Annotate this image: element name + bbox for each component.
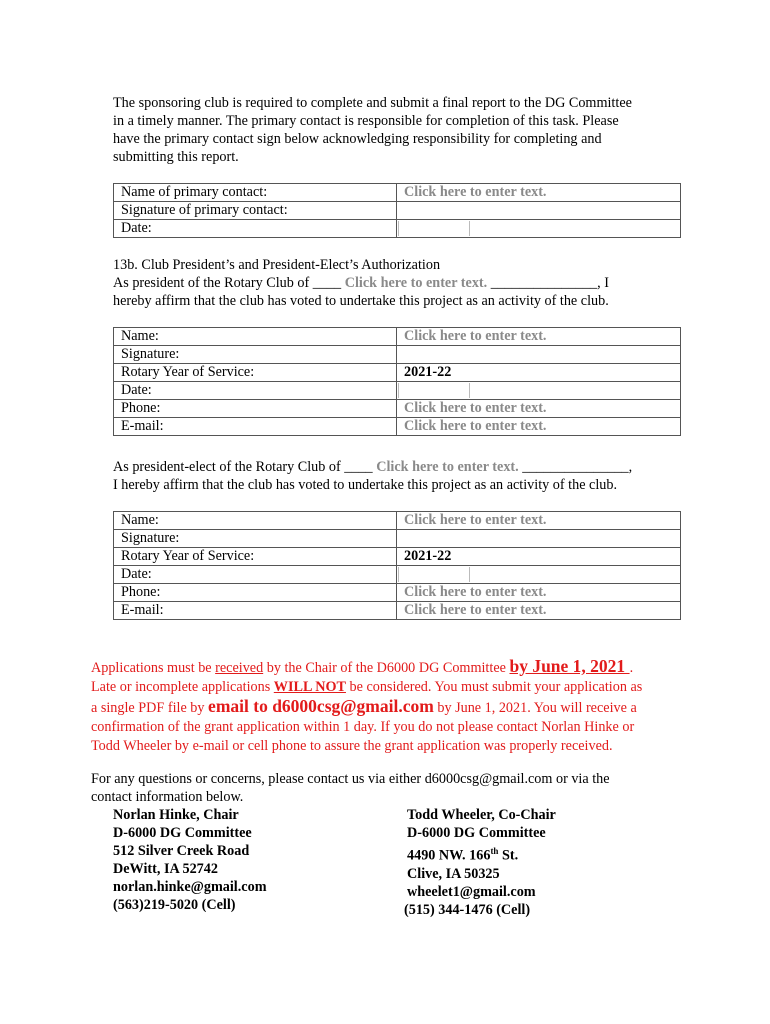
will-not-emphasis: WILL NOT xyxy=(273,679,346,695)
questions-line: contact information below. xyxy=(91,789,244,805)
president-elect-club-line xyxy=(113,458,683,476)
president-elect-email-field[interactable] xyxy=(397,602,681,620)
contact-name: Norlan Hinke, Chair xyxy=(113,807,239,823)
contact-address: 512 Silver Creek Road xyxy=(113,843,250,859)
table-row xyxy=(114,364,681,382)
date-picker-box[interactable] xyxy=(398,567,470,582)
section-13b-heading: 13b. Club President’s and President-Elect’s Authorization xyxy=(113,257,441,273)
contact-phone: (563)219-5020 (Cell) xyxy=(113,897,236,913)
contact-right xyxy=(404,806,556,919)
contact-city: DeWitt, IA 52742 xyxy=(113,861,218,877)
table-row xyxy=(114,530,681,548)
table-row xyxy=(114,202,681,220)
intro-line: have the primary contact sign below acknowledging responsibility for completing and xyxy=(113,131,602,147)
table-row xyxy=(114,400,681,418)
deadline-emphasis: by June 1, 2021 xyxy=(509,656,630,676)
placeholder-text: Click here to enter text. xyxy=(404,602,547,618)
superscript: th xyxy=(490,846,499,856)
primary-contact-table xyxy=(113,183,681,238)
table-row xyxy=(114,602,681,620)
contact-committee: D-6000 DG Committee xyxy=(407,825,546,841)
contact-email[interactable]: wheelet1@gmail.com xyxy=(407,883,536,900)
notice-line: Todd Wheeler by e-mail or cell phone to assure the grant application was properly received. xyxy=(91,738,613,754)
club-name-field[interactable]: Click here to enter text. xyxy=(344,275,488,291)
president-signature-label: Signature: xyxy=(114,346,397,364)
text: Late or incomplete applications xyxy=(91,679,274,695)
president-date-field[interactable] xyxy=(397,382,681,400)
president-elect-year-label: Rotary Year of Service: xyxy=(114,548,397,566)
submission-notice xyxy=(91,657,681,756)
president-affirm-line: hereby affirm that the club has voted to undertake this project as an activity of the club. xyxy=(113,293,609,309)
text: a single PDF file by xyxy=(91,700,209,716)
intro-line: submitting this report. xyxy=(113,149,239,165)
president-elect-date-field[interactable] xyxy=(397,566,681,584)
table-row xyxy=(114,328,681,346)
intro-paragraph xyxy=(113,94,673,166)
contact-phone: (515) 344-1476 (Cell) xyxy=(404,901,531,918)
primary-contact-signature-field[interactable] xyxy=(397,202,681,220)
placeholder-text: Click here to enter text. xyxy=(404,400,547,416)
president-year-value: 2021-22 xyxy=(397,364,681,382)
text: _______________, xyxy=(518,459,633,475)
president-elect-phone-label: Phone: xyxy=(114,584,397,602)
placeholder-text: Click here to enter text. xyxy=(404,584,547,600)
president-name-field[interactable] xyxy=(397,328,681,346)
table-row xyxy=(114,418,681,436)
president-phone-label: Phone: xyxy=(114,400,397,418)
placeholder-text: Click here to enter text. xyxy=(404,184,547,200)
text: be considered. You must submit your application as xyxy=(345,679,643,695)
text: . xyxy=(629,660,634,676)
questions-paragraph xyxy=(91,770,681,806)
text: _______________, I xyxy=(487,275,609,291)
date-picker-box[interactable] xyxy=(398,383,470,398)
notice-line xyxy=(91,697,681,718)
placeholder-text: Click here to enter text. xyxy=(404,328,547,344)
primary-contact-date-field[interactable] xyxy=(397,220,681,238)
date-picker-box[interactable] xyxy=(398,221,470,236)
president-elect-date-label: Date: xyxy=(114,566,397,584)
president-elect-paragraph xyxy=(113,458,683,494)
intro-line: The sponsoring club is required to complete and submit a final report to the DG Committee xyxy=(113,95,632,111)
table-row xyxy=(114,512,681,530)
table-row xyxy=(114,346,681,364)
contact-committee: D-6000 DG Committee xyxy=(113,825,252,841)
text: St. xyxy=(498,847,519,864)
president-elect-phone-field[interactable] xyxy=(397,584,681,602)
president-signature-field[interactable] xyxy=(397,346,681,364)
text: 4490 NW. 166 xyxy=(407,847,491,864)
primary-contact-name-field[interactable] xyxy=(397,184,681,202)
contact-email[interactable]: norlan.hinke@gmail.com xyxy=(113,879,267,895)
questions-line: For any questions or concerns, please contact us via either d6000csg@gmail.com or via the xyxy=(91,771,610,787)
notice-line: confirmation of the grant application within 1 day. If you do not please contact Norlan Hinke or xyxy=(91,719,635,735)
placeholder-text: Click here to enter text. xyxy=(404,418,547,434)
table-row xyxy=(114,220,681,238)
contact-name: Todd Wheeler, Co-Chair xyxy=(407,807,556,823)
section-13b xyxy=(113,256,683,310)
club-name-field[interactable]: Click here to enter text. xyxy=(376,459,519,475)
text: Applications must be xyxy=(91,660,216,676)
primary-contact-signature-label: Signature of primary contact: xyxy=(114,202,397,220)
president-table xyxy=(113,327,681,436)
text: by the Chair of the D6000 DG Committee xyxy=(263,660,510,676)
primary-contact-name-label: Name of primary contact: xyxy=(114,184,397,202)
placeholder-text: Click here to enter text. xyxy=(404,512,547,528)
table-row xyxy=(114,184,681,202)
primary-contact-date-label: Date: xyxy=(114,220,397,238)
president-elect-affirm-line: I hereby affirm that the club has voted to undertake this project as an activity of the club. xyxy=(113,477,618,493)
president-elect-name-field[interactable] xyxy=(397,512,681,530)
president-elect-name-label: Name: xyxy=(114,512,397,530)
president-elect-signature-label: Signature: xyxy=(114,530,397,548)
president-club-line xyxy=(113,274,683,292)
contact-city: Clive, IA 50325 xyxy=(407,865,500,882)
president-elect-year-value: 2021-22 xyxy=(397,548,681,566)
received-emphasis: received xyxy=(215,660,264,676)
table-row xyxy=(114,548,681,566)
president-year-label: Rotary Year of Service: xyxy=(114,364,397,382)
president-phone-field[interactable] xyxy=(397,400,681,418)
president-elect-table xyxy=(113,511,681,620)
president-name-label: Name: xyxy=(114,328,397,346)
table-row xyxy=(114,566,681,584)
text: by June 1, 2021. You will receive a xyxy=(433,700,637,716)
president-email-field[interactable] xyxy=(397,418,681,436)
president-elect-signature-field[interactable] xyxy=(397,530,681,548)
president-date-label: Date: xyxy=(114,382,397,400)
intro-line: in a timely manner. The primary contact is responsible for completion of this task. Please xyxy=(113,113,619,129)
notice-line xyxy=(91,678,681,697)
president-elect-email-label: E-mail: xyxy=(114,602,397,620)
notice-line xyxy=(91,657,681,678)
text: As president-elect of the Rotary Club of ____ xyxy=(113,459,377,475)
contact-left xyxy=(113,806,267,914)
table-row xyxy=(114,382,681,400)
submission-email-link[interactable]: email to d6000csg@gmail.com xyxy=(208,696,434,716)
table-row xyxy=(114,584,681,602)
contact-address xyxy=(407,842,556,865)
president-email-label: E-mail: xyxy=(114,418,397,436)
text: As president of the Rotary Club of ____ xyxy=(113,275,345,291)
